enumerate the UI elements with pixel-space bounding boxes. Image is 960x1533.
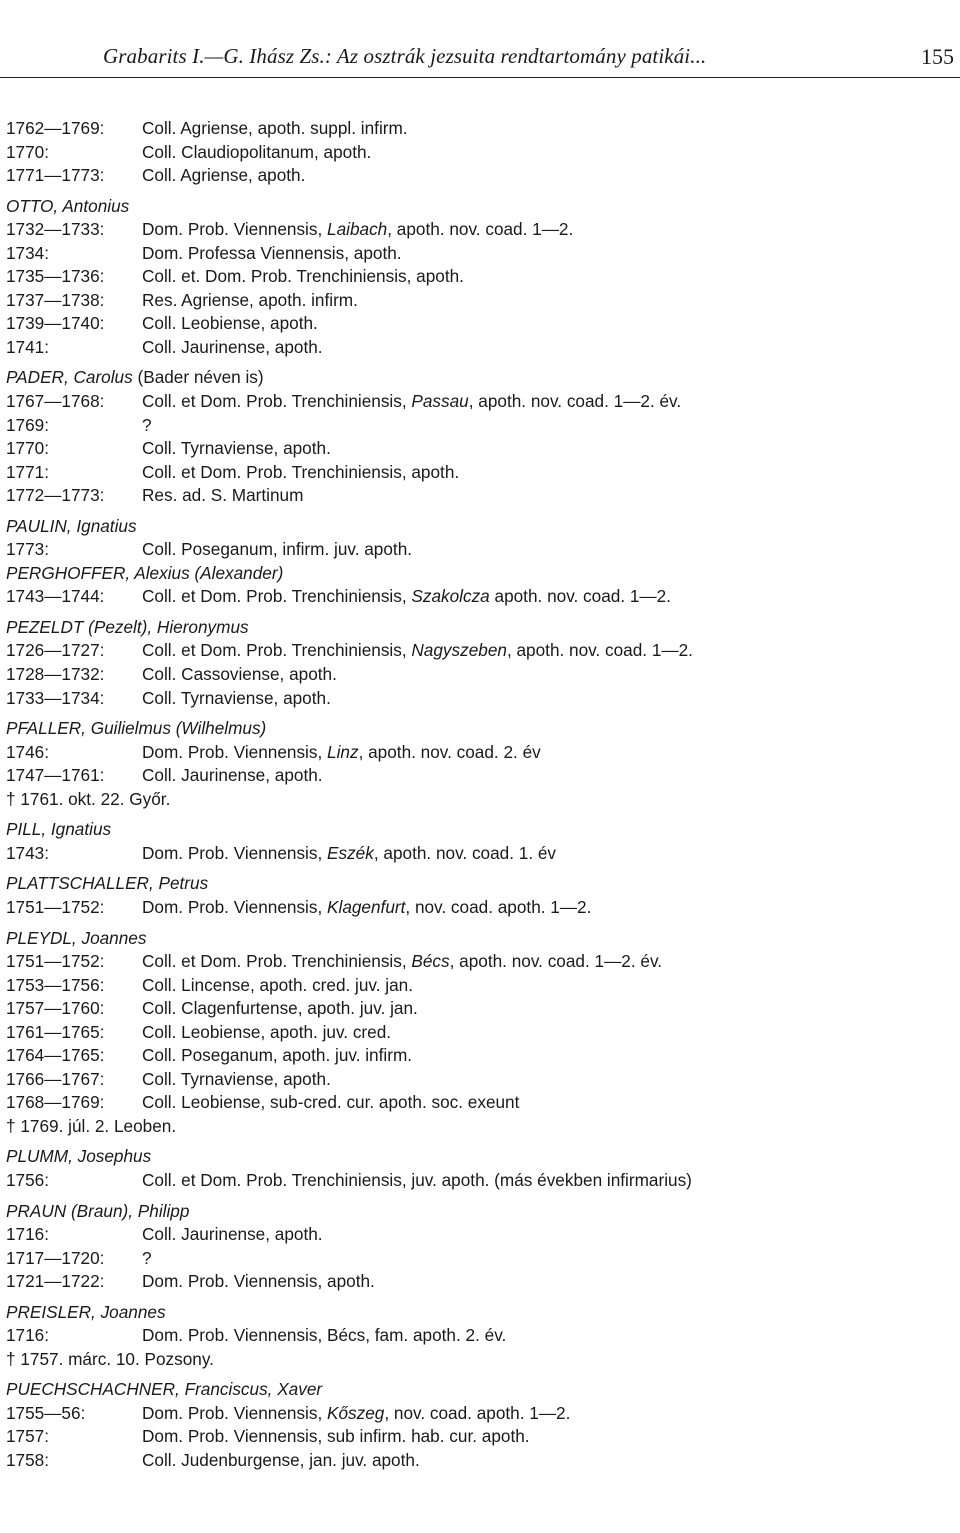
record-row — [6, 265, 956, 289]
record-text-tail: , apoth. nov. coad. 1—2. — [506, 640, 693, 661]
record-dates: 1733—1734: — [6, 687, 105, 708]
record-text: ? — [142, 1247, 152, 1268]
record-row — [6, 312, 956, 336]
record-dates: 1716: — [6, 1224, 50, 1245]
record-dates: 1721—1722: — [6, 1271, 105, 1292]
record-row — [6, 950, 956, 974]
header-rule — [0, 77, 960, 78]
record-text: Coll. et. Dom. Prob. Trenchiniensis, apoth. — [142, 266, 464, 287]
record-row — [6, 538, 956, 562]
record-text: Dom. Prob. Viennensis, Bécs, fam. apoth. 2. év. — [142, 1325, 507, 1346]
person-entry — [6, 872, 956, 919]
record-dates: 1741: — [6, 336, 50, 357]
record-text: Dom. Prob. Viennensis, — [142, 1402, 328, 1423]
person-entry — [6, 927, 956, 1139]
record-dates: 1716: — [6, 1325, 50, 1346]
record-dates: 1757—1760: — [6, 998, 105, 1019]
record-dates: 1758: — [6, 1449, 50, 1470]
record-text: ? — [142, 414, 152, 435]
record-row — [6, 414, 956, 438]
person-name-text: PUECHSCHACHNER, Franciscus, Xaver — [6, 1379, 323, 1400]
person-name — [6, 195, 956, 219]
person-entry — [6, 1378, 956, 1472]
record-row — [6, 842, 956, 866]
record-dates: 1732—1733: — [6, 219, 105, 240]
record-text: Coll. et Dom. Prob. Trenchiniensis, — [142, 951, 412, 972]
record-row — [6, 1169, 956, 1193]
record-dates: 1726—1727: — [6, 640, 105, 661]
record-place: Kőszeg — [327, 1402, 385, 1423]
record-text: Dom. Professa Viennensis, apoth. — [142, 242, 402, 263]
record-text: Dom. Prob. Viennensis, — [142, 219, 328, 240]
record-row — [6, 687, 956, 711]
record-dates: 1737—1738: — [6, 289, 105, 310]
record-row — [6, 242, 956, 266]
person-entry — [6, 717, 956, 811]
record-text: Coll. Clagenfurtense, apoth. juv. jan. — [142, 998, 418, 1019]
record-text-tail: , nov. coad. apoth. 1—2. — [384, 1402, 571, 1423]
record-row — [6, 437, 956, 461]
person-name — [6, 717, 956, 741]
person-entry — [6, 1145, 956, 1192]
record-text-tail: , apoth. nov. coad. 2. év — [358, 741, 541, 762]
record-text: Coll. Claudiopolitanum, apoth. — [142, 141, 372, 162]
record-row — [6, 741, 956, 765]
person-name-text: PFALLER, Guilielmus (Wilhelmus) — [6, 718, 267, 739]
record-text: Dom. Prob. Viennensis, — [142, 741, 328, 762]
record-dates: 1768—1769: — [6, 1092, 105, 1113]
record-text: Coll. et Dom. Prob. Trenchiniensis, apoth. — [142, 461, 460, 482]
record-place: Nagyszeben — [411, 640, 507, 661]
record-text: Coll. Leobiense, apoth. — [142, 313, 318, 334]
person-name-text: PERGHOFFER, Alexius (Alexander) — [6, 562, 284, 583]
page-number: 155 — [921, 44, 954, 69]
person-name-text: PLATTSCHALLER, Petrus — [6, 873, 209, 894]
person-entry — [6, 1200, 956, 1294]
record-place: Szakolcza — [411, 586, 490, 607]
person-entry — [6, 117, 956, 188]
record-text: Coll. et Dom. Prob. Trenchiniensis, — [142, 640, 412, 661]
person-name-text: PREISLER, Joannes — [6, 1301, 166, 1322]
record-text: Coll. Agriense, apoth. — [142, 165, 306, 186]
person-name-text: PILL, Ignatius — [6, 819, 112, 840]
record-text: Coll. Jaurinense, apoth. — [142, 1224, 323, 1245]
record-dates: 1743—1744: — [6, 586, 105, 607]
record-dates: 1770: — [6, 438, 50, 459]
person-name — [6, 927, 956, 951]
record-dates: 1771—1773: — [6, 165, 105, 186]
person-name — [6, 1378, 956, 1402]
record-row — [6, 1044, 956, 1068]
record-row — [6, 484, 956, 508]
record-text: Coll. Leobiense, sub-cred. cur. apoth. soc. exeunt — [142, 1092, 520, 1113]
death-note: † 1761. okt. 22. Győr. — [6, 788, 171, 809]
record-row — [6, 1115, 956, 1139]
person-entry — [6, 195, 956, 360]
record-dates: 1728—1732: — [6, 664, 105, 685]
death-note: † 1769. júl. 2. Leoben. — [6, 1115, 177, 1136]
record-dates: 1762—1769: — [6, 118, 105, 138]
record-row — [6, 390, 956, 414]
record-row — [6, 1402, 956, 1426]
record-row — [6, 1247, 956, 1271]
person-entry — [6, 1301, 956, 1372]
record-text: Coll. Jaurinense, apoth. — [142, 336, 323, 357]
record-dates: 1771: — [6, 461, 50, 482]
person-name-text: PADER, Carolus — [6, 367, 133, 388]
record-dates: 1751—1752: — [6, 896, 105, 917]
record-text-tail: , apoth. nov. coad. 1. év — [373, 842, 557, 863]
record-dates: 1743: — [6, 842, 50, 863]
person-name — [6, 616, 956, 640]
person-entry — [6, 562, 956, 609]
record-text-tail: apoth. nov. coad. 1—2. — [489, 586, 671, 607]
person-name-text: OTTO, Antonius — [6, 195, 130, 216]
record-text: Dom. Prob. Viennensis, — [142, 896, 328, 917]
name-alias-note: (Bader néven is) — [137, 367, 264, 388]
person-name — [6, 818, 956, 842]
person-entry — [6, 366, 956, 507]
record-row — [6, 1091, 956, 1115]
person-name-text: PRAUN (Braun), Philipp — [6, 1200, 190, 1221]
record-text: Res. Agriense, apoth. infirm. — [142, 289, 358, 310]
record-row — [6, 1449, 956, 1473]
person-name — [6, 1145, 956, 1169]
record-text: Res. ad. S. Martinum — [142, 485, 304, 506]
person-name — [6, 366, 956, 390]
record-text: Coll. Tyrnaviense, apoth. — [142, 1068, 331, 1089]
record-row — [6, 764, 956, 788]
record-place: Linz — [327, 741, 359, 762]
record-text: Dom. Prob. Viennensis, apoth. — [142, 1271, 375, 1292]
record-row — [6, 1223, 956, 1247]
record-dates: 1734: — [6, 242, 50, 263]
record-row — [6, 1348, 956, 1372]
record-row — [6, 289, 956, 313]
record-text: Coll. Agriense, apoth. suppl. infirm. — [142, 118, 408, 138]
record-dates: 1747—1761: — [6, 765, 105, 786]
running-title: Grabarits I.—G. Ihász Zs.: Az osztrák jezsuita rendtartomány patikái... — [103, 44, 707, 68]
record-place: Eszék — [327, 842, 374, 863]
record-row — [6, 1021, 956, 1045]
person-entry — [6, 515, 956, 562]
record-row — [6, 1068, 956, 1092]
record-row — [6, 663, 956, 687]
record-dates: 1767—1768: — [6, 391, 105, 412]
record-text: Coll. Leobiense, apoth. juv. cred. — [142, 1021, 392, 1042]
record-dates: 1755—56: — [6, 1402, 86, 1423]
record-dates: 1761—1765: — [6, 1021, 105, 1042]
record-row — [6, 896, 956, 920]
record-text: Coll. Poseganum, infirm. juv. apoth. — [142, 539, 413, 560]
record-dates: 1769: — [6, 414, 50, 435]
person-entry — [6, 818, 956, 865]
record-dates: 1751—1752: — [6, 951, 105, 972]
record-place: Laibach — [327, 219, 388, 240]
entry-list — [6, 117, 956, 1473]
record-text: Coll. et Dom. Prob. Trenchiniensis, — [142, 391, 412, 412]
record-row — [6, 997, 956, 1021]
record-row — [6, 639, 956, 663]
record-dates: 1756: — [6, 1169, 50, 1190]
record-text: Coll. Tyrnaviense, apoth. — [142, 687, 331, 708]
record-dates: 1766—1767: — [6, 1068, 105, 1089]
record-row — [6, 218, 956, 242]
record-text: Dom. Prob. Viennensis, — [142, 842, 328, 863]
record-text: Dom. Prob. Viennensis, sub infirm. hab. cur. apoth. — [142, 1426, 530, 1447]
person-name — [6, 1301, 956, 1325]
record-dates: 1773: — [6, 539, 50, 560]
person-name — [6, 1200, 956, 1224]
record-row — [6, 585, 956, 609]
record-row — [6, 117, 956, 141]
person-entry — [6, 616, 956, 710]
record-text: Coll. et Dom. Prob. Trenchiniensis, — [142, 586, 412, 607]
record-dates: 1739—1740: — [6, 313, 105, 334]
record-text-tail: , nov. coad. apoth. 1—2. — [405, 896, 592, 917]
record-row — [6, 974, 956, 998]
record-row — [6, 141, 956, 165]
record-text-tail: , apoth. nov. coad. 1—2. év. — [449, 951, 663, 972]
record-dates: 1735—1736: — [6, 266, 105, 287]
record-dates: 1746: — [6, 741, 50, 762]
person-name-text: PLUMM, Josephus — [6, 1146, 152, 1167]
record-row — [6, 1425, 956, 1449]
record-row — [6, 788, 956, 812]
person-name — [6, 515, 956, 539]
record-text-tail: , apoth. nov. coad. 1—2. — [387, 219, 574, 240]
person-name — [6, 872, 956, 896]
person-name-text: PLEYDL, Joannes — [6, 927, 147, 948]
record-text: Coll. Tyrnaviense, apoth. — [142, 438, 331, 459]
record-dates: 1753—1756: — [6, 974, 105, 995]
record-text: Coll. Jaurinense, apoth. — [142, 765, 323, 786]
record-text: Coll. Cassoviense, apoth. — [142, 664, 337, 685]
record-dates: 1770: — [6, 141, 50, 162]
record-text: Coll. Lincense, apoth. cred. juv. jan. — [142, 974, 414, 995]
record-dates: 1717—1720: — [6, 1247, 105, 1268]
record-row — [6, 461, 956, 485]
record-dates: 1764—1765: — [6, 1045, 105, 1066]
person-name-text: PEZELDT (Pezelt), Hieronymus — [6, 616, 249, 637]
record-row — [6, 164, 956, 188]
person-name-text: PAULIN, Ignatius — [6, 515, 137, 536]
person-name — [6, 562, 956, 586]
record-row — [6, 1270, 956, 1294]
record-place: Klagenfurt — [327, 896, 406, 917]
record-row — [6, 1324, 956, 1348]
record-text: Coll. Poseganum, apoth. juv. infirm. — [142, 1045, 413, 1066]
record-text-tail: , apoth. nov. coad. 1—2. év. — [468, 391, 682, 412]
record-row — [6, 336, 956, 360]
record-place: Bécs — [411, 951, 450, 972]
page-header — [0, 0, 960, 78]
death-note: † 1757. márc. 10. Pozsony. — [6, 1348, 214, 1369]
record-dates: 1772—1773: — [6, 485, 105, 506]
record-dates: 1757: — [6, 1426, 50, 1447]
record-place: Passau — [411, 391, 469, 412]
record-text: Coll. Judenburgense, jan. juv. apoth. — [142, 1449, 420, 1470]
record-text: Coll. et Dom. Prob. Trenchiniensis, juv. apoth. (más években infirmarius) — [142, 1169, 692, 1190]
